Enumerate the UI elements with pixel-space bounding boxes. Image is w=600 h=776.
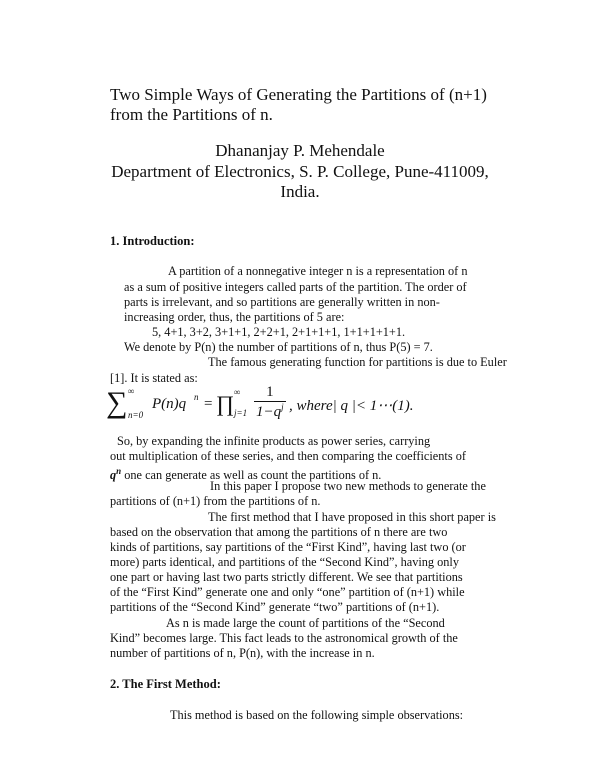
first-method-paragraph-line: of the “First Kind” generate one and only “one” partition of (n+1) while [110, 585, 465, 599]
first-method-paragraph-line: partitions of the “Second Kind” generate “two” partitions of (n+1). [110, 600, 440, 614]
proposal-paragraph-line: partitions of (n+1) from the partitions of n. [110, 494, 321, 508]
growth-paragraph-line: Kind” becomes large. This fact leads to the astronomical growth of the [110, 631, 458, 645]
section-2-paragraph: This method is based on the following simple observations: [170, 708, 464, 722]
first-method-paragraph-line: one part or having last two parts strictly different. We see that partitions [110, 570, 463, 584]
first-method-paragraph-line: The first method that I have proposed in this short paper is [208, 510, 496, 524]
equals-sign: = [204, 396, 213, 412]
expansion-paragraph-line: out multiplication of these series, and then comparing the coefficients of [110, 449, 466, 463]
euler-sentence-line: [1]. It is stated as: [110, 371, 198, 385]
first-method-paragraph-line: kinds of partitions, say partitions of the “First Kind”, having last two (or [110, 540, 466, 554]
fraction-numerator: 1 [254, 384, 286, 402]
paper-title-line-2: from the Partitions of n. [110, 105, 273, 124]
sum-upper-limit: ∞ [128, 386, 135, 396]
euler-sentence-line: The famous generating function for partitions is due to Euler [208, 355, 507, 369]
equation-condition: , where| q |< 1⋯(1). [289, 398, 414, 414]
section-1-heading: 1. Introduction: [110, 234, 195, 248]
growth-paragraph-line: number of partitions of n, P(n), with the increase in n. [110, 646, 375, 660]
sum-lower-limit: n=0 [128, 410, 144, 420]
partition-count-sentence: We denote by P(n) the number of partitions of n, thus P(5) = 7. [124, 340, 433, 354]
q-symbol: q [110, 468, 117, 483]
intro-paragraph-line: parts is irrelevant, and so partitions are generally written in non- [124, 295, 440, 309]
first-method-paragraph-line: more) parts identical, and partitions of the “Second Kind”, having only [110, 555, 460, 569]
expansion-paragraph-line: So, by expanding the infinite products as power series, carrying [117, 434, 431, 448]
paper-title-line-1: Two Simple Ways of Generating the Partitions of (n+1) [110, 85, 487, 104]
fraction-denominator [254, 402, 286, 421]
intro-paragraph-line: A partition of a nonnegative integer n is a representation of n [168, 264, 468, 278]
proposal-paragraph-line: In this paper I propose two new methods to generate the [210, 479, 486, 493]
author-name: Dhananjay P. Mehendale [215, 141, 385, 160]
expansion-paragraph-end: one can generate as well as count the partitions of n. [121, 468, 382, 483]
intro-paragraph-line: as a sum of positive integers called parts of the partition. The order of [124, 280, 467, 294]
author-affiliation-line-1: Department of Electronics, S. P. College, Pune-411009, [111, 162, 489, 181]
term-exponent: n [194, 392, 199, 402]
first-method-paragraph-line: based on the observation that among the partitions of n there are two [110, 525, 448, 539]
partitions-of-5: 5, 4+1, 3+2, 3+1+1, 2+2+1, 2+1+1+1, 1+1+1+1+1. [152, 325, 406, 339]
growth-paragraph-line: As n is made large the count of partitions of the “Second [166, 616, 445, 630]
fraction [254, 384, 286, 421]
summation-symbol: ∑ [106, 386, 128, 419]
prod-lower-limit: j=1 [234, 408, 248, 418]
section-2-heading: 2. The First Method: [110, 677, 221, 691]
denominator-base: 1−q [256, 404, 282, 420]
author-affiliation-line-2: India. [280, 182, 320, 201]
denominator-exponent: j [281, 402, 284, 412]
term-p-n-q: P(n)q [152, 396, 187, 412]
intro-paragraph-line: increasing order, thus, the partitions of 5 are: [124, 310, 345, 324]
q-exponent: n [116, 466, 122, 476]
product-symbol: ∏ [216, 391, 235, 416]
prod-upper-limit: ∞ [234, 387, 241, 397]
